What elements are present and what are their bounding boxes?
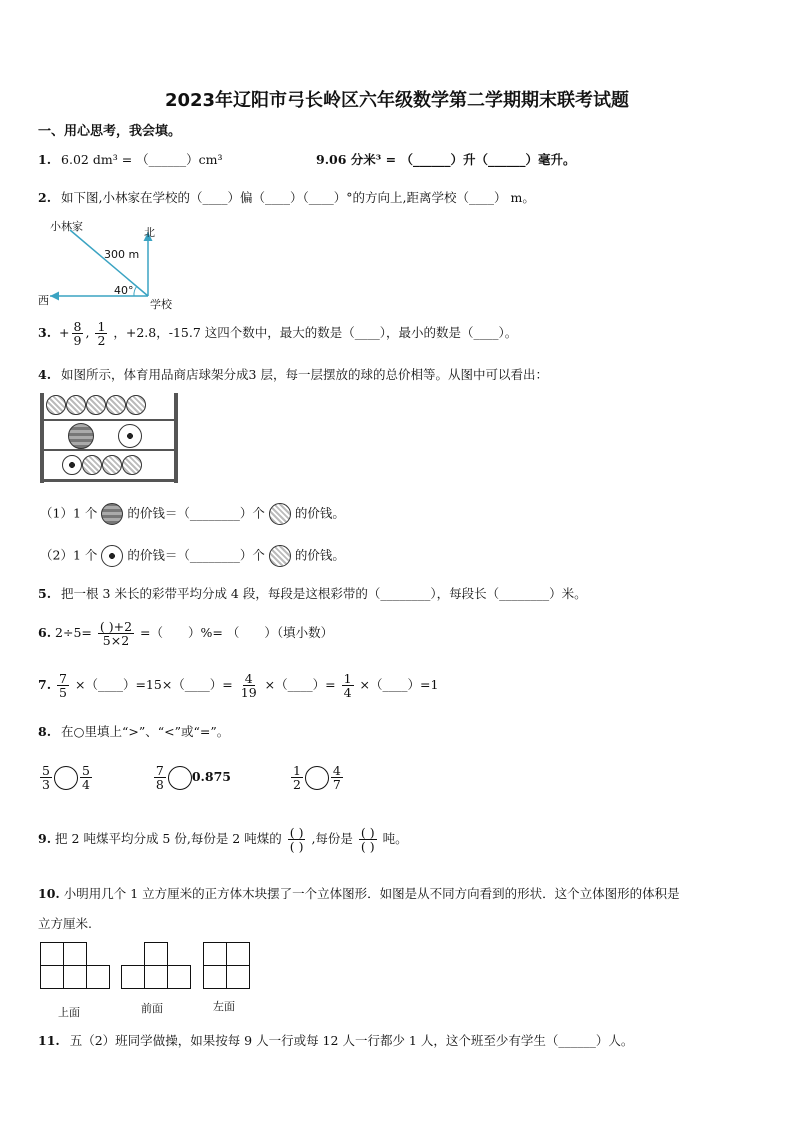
fraction: $\frac{4}{19}$ xyxy=(240,671,257,701)
soccer-ball-icon xyxy=(101,545,123,567)
q4-sub1: （1）1 个 的价钱＝（________）个 的价钱。 xyxy=(40,503,345,525)
label-home: 小林家 xyxy=(50,220,83,233)
q-number: 1. xyxy=(38,152,52,167)
soccer-ball-icon xyxy=(118,424,142,448)
q-number: 4. xyxy=(38,367,52,382)
q1-left: 6.02 dm³ = （______）cm³ xyxy=(61,152,223,167)
volleyball-icon xyxy=(269,545,291,567)
q4-sub2: （2）1 个 的价钱＝（________）个 的价钱。 xyxy=(40,545,345,567)
volleyball-icon xyxy=(122,455,142,475)
q-number: 2. xyxy=(38,190,52,205)
q10-line2: 立方厘米. xyxy=(38,916,92,931)
q-number: 10. xyxy=(38,886,60,901)
view-label-left: 左面 xyxy=(213,1000,235,1013)
view-front xyxy=(121,942,195,994)
q-number: 9. xyxy=(38,831,52,847)
compare-circle[interactable] xyxy=(168,766,192,790)
view-top xyxy=(40,942,114,994)
label-distance: 300 m xyxy=(104,248,140,261)
blank-fraction[interactable]: $\frac{( )}{( )}$ xyxy=(289,825,304,855)
question-3: 3. + $\frac{8}{9}$ , $\frac{1}{2}$ ，+2.8，-15.7 这四个数中，最大的数是（____），最小的数是（____）。 xyxy=(38,319,518,349)
compare-circle[interactable] xyxy=(54,766,78,790)
label-west: 西 xyxy=(38,294,49,307)
q-number: 5. xyxy=(38,586,52,601)
volleyball-icon xyxy=(106,395,126,415)
q-number: 6. xyxy=(38,625,52,641)
volleyball-icon xyxy=(46,395,66,415)
q4-text: 如图所示，体育用品商店球架分成3 层，每一层摆放的球的总价相等。从图中可以看出： xyxy=(61,367,548,382)
question-4 xyxy=(38,365,548,383)
q-number: 11. xyxy=(38,1033,60,1048)
basketball-icon xyxy=(101,503,123,525)
volleyball-icon xyxy=(66,395,86,415)
question-5 xyxy=(38,584,587,602)
question-6: 6. 2÷5= $\frac{( )+2}{5\times 2}$ =（ ）%= （ ）（填小数） xyxy=(38,619,334,649)
question-1 xyxy=(38,150,223,168)
view-label-front: 前面 xyxy=(141,1002,163,1015)
fraction: $\frac{8}{9}$ xyxy=(73,319,82,349)
ball-rack xyxy=(40,393,178,483)
question-8 xyxy=(38,722,229,740)
q8-text: 在○里填上“>”、“<”或“=”。 xyxy=(61,724,230,739)
question-11 xyxy=(38,1031,633,1049)
soccer-ball-icon xyxy=(62,455,82,475)
label-school: 学校 xyxy=(150,298,172,311)
view-left xyxy=(203,942,255,994)
blank-fraction[interactable]: $\frac{( )}{( )}$ xyxy=(360,825,375,855)
q3-text: ，+2.8，-15.7 这四个数中，最大的数是（____），最小的数是（____）。 xyxy=(113,325,518,341)
question-10: 10. 小明用几个 1 立方厘米的正方体木块摆了一个立体图形．如图是从不同方向看到的形状．这个立体图形的体积是 xyxy=(38,886,680,901)
question-7: 7. $\frac{7}{5}$ ×（____）=15×（____）= $\frac{4}{19}$ ×（____）= $\frac{1}{4}$ ×（____）=1 xyxy=(38,671,439,701)
volleyball-icon xyxy=(126,395,146,415)
fraction: $\frac{7}{5}$ xyxy=(59,671,67,701)
q-number: 7. xyxy=(38,677,52,693)
q-number: 8. xyxy=(38,724,52,739)
basketball-icon xyxy=(68,423,94,449)
q5-text: 把一根 3 米长的彩带平均分成 4 段，每段是这根彩带的（________），每段长（________）米。 xyxy=(61,586,587,601)
label-north: 北 xyxy=(144,226,155,239)
fraction: $\frac{1}{2}$ xyxy=(97,319,106,349)
q11-text: 五（2）班同学做操，如果按每 9 人一行或每 12 人一行都少 1 人，这个班至少有学生（______）人。 xyxy=(69,1033,634,1048)
volleyball-icon xyxy=(82,455,102,475)
section-heading: 一、用心思考，我会填。 xyxy=(38,124,182,139)
q1-right: 9.06 分米³ = （______）升（______）毫升。 xyxy=(316,152,576,167)
q-number: 3. xyxy=(38,325,52,341)
compare-row: $\frac{5}{3}$ $\frac{5}{4}$ $\frac{7}{8}$ 0.875 $\frac{1}{2}$ $\frac{4}{7}$ xyxy=(42,763,341,793)
volleyball-icon xyxy=(86,395,106,415)
fraction: $\frac{1}{4}$ xyxy=(343,671,352,701)
volleyball-icon xyxy=(269,503,291,525)
fraction: $\frac{( )+2}{5\times 2}$ xyxy=(99,619,133,649)
compare-circle[interactable] xyxy=(305,766,329,790)
question-9: 9. 把 2 吨煤平均分成 5 份,每份是 2 吨煤的 $\frac{( )}{( )}$ ,每份是 $\frac{( )}{( )}$ 吨。 xyxy=(38,825,408,855)
page-title: 2023年辽阳市弓长岭区六年级数学第二学期期末联考试题 xyxy=(164,90,630,111)
label-angle: 40° xyxy=(114,284,134,297)
view-label-top: 上面 xyxy=(58,1006,80,1019)
volleyball-icon xyxy=(102,455,122,475)
q2-text: 如下图,小林家在学校的（____）偏（____）（____）°的方向上,距离学校（____） m。 xyxy=(61,190,535,205)
question-2 xyxy=(38,188,535,206)
